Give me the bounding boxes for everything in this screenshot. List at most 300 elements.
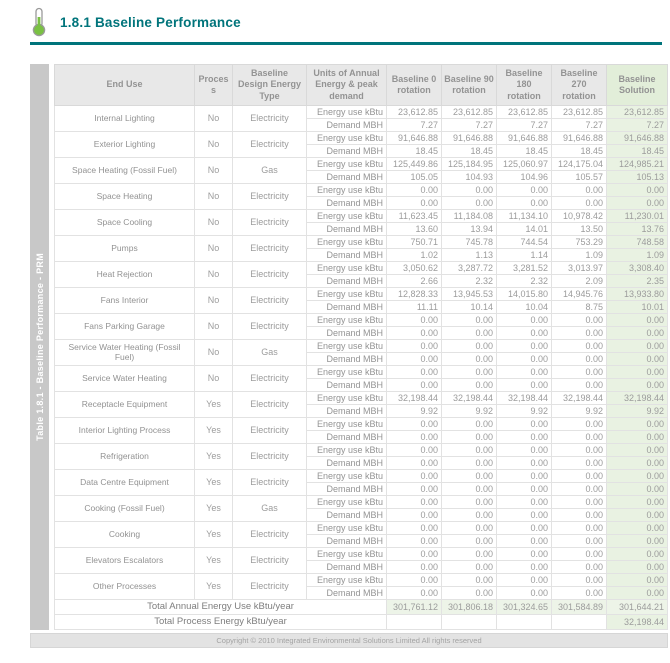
value-cell: 0.00 <box>387 495 442 508</box>
value-cell: 0.00 <box>497 456 552 469</box>
process-cell: Yes <box>195 547 233 573</box>
value-cell: 1.02 <box>387 248 442 261</box>
value-cell: 3,013.97 <box>552 261 607 274</box>
table-row <box>55 157 668 170</box>
value-cell: 11,134.10 <box>497 209 552 222</box>
value-cell: 125,449.86 <box>387 157 442 170</box>
copyright-bar <box>30 633 668 648</box>
value-cell: 0.00 <box>442 469 497 482</box>
value-cell: 0.00 <box>442 521 497 534</box>
value-cell: 0.00 <box>442 443 497 456</box>
unit-label: Demand MBH <box>307 508 387 521</box>
value-cell: 0.00 <box>497 378 552 391</box>
unit-label: Energy use kBtu <box>307 573 387 586</box>
solution-value-cell: 0.00 <box>607 326 668 339</box>
end-use-cell: Service Water Heating (Fossil Fuel) <box>55 339 195 365</box>
total-process-value <box>442 614 497 629</box>
value-cell: 0.00 <box>442 183 497 196</box>
end-use-cell: Heat Rejection <box>55 261 195 287</box>
value-cell: 7.27 <box>442 118 497 131</box>
unit-label: Energy use kBtu <box>307 105 387 118</box>
unit-label: Energy use kBtu <box>307 443 387 456</box>
value-cell: 14,945.76 <box>552 287 607 300</box>
solution-value-cell: 0.00 <box>607 534 668 547</box>
unit-label: Demand MBH <box>307 326 387 339</box>
value-cell: 13.60 <box>387 222 442 235</box>
process-cell: No <box>195 209 233 235</box>
value-cell: 18.45 <box>442 144 497 157</box>
unit-label: Demand MBH <box>307 378 387 391</box>
solution-value-cell: 10.01 <box>607 300 668 313</box>
baseline-performance-table <box>54 64 668 630</box>
value-cell: 0.00 <box>497 183 552 196</box>
value-cell: 18.45 <box>497 144 552 157</box>
column-header-baseline-90-rotation: Baseline 90 rotation <box>442 65 497 106</box>
value-cell: 0.00 <box>552 352 607 365</box>
end-use-cell: Cooking (Fossil Fuel) <box>55 495 195 521</box>
value-cell: 0.00 <box>497 196 552 209</box>
energy-type-cell: Gas <box>233 339 307 365</box>
value-cell: 0.00 <box>387 521 442 534</box>
unit-label: Energy use kBtu <box>307 339 387 352</box>
value-cell: 0.00 <box>552 573 607 586</box>
value-cell: 14,015.80 <box>497 287 552 300</box>
value-cell: 0.00 <box>497 469 552 482</box>
process-cell: No <box>195 131 233 157</box>
value-cell: 0.00 <box>497 586 552 599</box>
unit-label: Demand MBH <box>307 534 387 547</box>
value-cell: 3,281.52 <box>497 261 552 274</box>
value-cell: 32,198.44 <box>552 391 607 404</box>
solution-value-cell: 0.00 <box>607 352 668 365</box>
table-row <box>55 131 668 144</box>
unit-label: Demand MBH <box>307 456 387 469</box>
end-use-cell: Exterior Lighting <box>55 131 195 157</box>
unit-label: Energy use kBtu <box>307 235 387 248</box>
unit-label: Energy use kBtu <box>307 391 387 404</box>
energy-type-cell: Electricity <box>233 261 307 287</box>
value-cell: 0.00 <box>387 196 442 209</box>
value-cell: 8.75 <box>552 300 607 313</box>
unit-label: Demand MBH <box>307 404 387 417</box>
total-process-value <box>497 614 552 629</box>
value-cell: 0.00 <box>442 313 497 326</box>
value-cell: 0.00 <box>442 495 497 508</box>
solution-value-cell: 7.27 <box>607 118 668 131</box>
solution-value-cell: 0.00 <box>607 573 668 586</box>
total-annual-value: 301,584.89 <box>552 599 607 614</box>
solution-value-cell: 13.76 <box>607 222 668 235</box>
solution-value-cell: 32,198.44 <box>607 391 668 404</box>
process-cell: Yes <box>195 417 233 443</box>
solution-value-cell: 0.00 <box>607 365 668 378</box>
value-cell: 0.00 <box>552 196 607 209</box>
table-row <box>55 495 668 508</box>
value-cell: 0.00 <box>442 326 497 339</box>
total-row-process <box>55 614 668 629</box>
value-cell: 13.50 <box>552 222 607 235</box>
energy-type-cell: Electricity <box>233 469 307 495</box>
unit-label: Energy use kBtu <box>307 313 387 326</box>
value-cell: 124,175.04 <box>552 157 607 170</box>
solution-value-cell: 0.00 <box>607 417 668 430</box>
process-cell: Yes <box>195 521 233 547</box>
value-cell: 0.00 <box>387 469 442 482</box>
value-cell: 0.00 <box>442 573 497 586</box>
value-cell: 0.00 <box>497 339 552 352</box>
value-cell: 9.92 <box>497 404 552 417</box>
table-header-row <box>55 65 668 106</box>
solution-value-cell: 124,985.21 <box>607 157 668 170</box>
value-cell: 0.00 <box>387 313 442 326</box>
value-cell: 11.11 <box>387 300 442 313</box>
value-cell: 0.00 <box>552 547 607 560</box>
end-use-cell: Pumps <box>55 235 195 261</box>
value-cell: 91,646.88 <box>552 131 607 144</box>
end-use-cell: Fans Interior <box>55 287 195 313</box>
column-header-baseline-0-rotation: Baseline 0 rotation <box>387 65 442 106</box>
value-cell: 105.05 <box>387 170 442 183</box>
solution-value-cell: 748.58 <box>607 235 668 248</box>
value-cell: 0.00 <box>387 430 442 443</box>
value-cell: 10.14 <box>442 300 497 313</box>
solution-value-cell: 0.00 <box>607 339 668 352</box>
energy-type-cell: Electricity <box>233 391 307 417</box>
end-use-cell: Data Centre Equipment <box>55 469 195 495</box>
solution-value-cell: 0.00 <box>607 378 668 391</box>
end-use-cell: Space Heating <box>55 183 195 209</box>
value-cell: 23,612.85 <box>442 105 497 118</box>
value-cell: 0.00 <box>497 521 552 534</box>
process-cell: No <box>195 157 233 183</box>
value-cell: 9.92 <box>442 404 497 417</box>
value-cell: 0.00 <box>387 586 442 599</box>
value-cell: 0.00 <box>552 534 607 547</box>
column-header-end-use: End Use <box>55 65 195 106</box>
value-cell: 0.00 <box>442 339 497 352</box>
table-row <box>55 417 668 430</box>
process-cell: No <box>195 339 233 365</box>
value-cell: 0.00 <box>552 430 607 443</box>
column-header-baseline-180-rotation: Baseline 180 rotation <box>497 65 552 106</box>
value-cell: 0.00 <box>442 196 497 209</box>
page-title: 1.8.1 Baseline Performance <box>60 14 241 30</box>
value-cell: 0.00 <box>552 443 607 456</box>
sidebar-tab-baseline-performance[interactable] <box>30 64 49 630</box>
value-cell: 0.00 <box>387 365 442 378</box>
value-cell: 0.00 <box>442 534 497 547</box>
value-cell: 744.54 <box>497 235 552 248</box>
table-row <box>55 183 668 196</box>
value-cell: 0.00 <box>497 430 552 443</box>
value-cell: 0.00 <box>442 547 497 560</box>
value-cell: 0.00 <box>387 417 442 430</box>
energy-type-cell: Electricity <box>233 131 307 157</box>
value-cell: 12,828.33 <box>387 287 442 300</box>
value-cell: 91,646.88 <box>497 131 552 144</box>
process-cell: No <box>195 261 233 287</box>
value-cell: 32,198.44 <box>497 391 552 404</box>
report-content <box>30 64 668 630</box>
column-header-baseline-design-energy-type: Baseline Design Energy Type <box>233 65 307 106</box>
value-cell: 0.00 <box>387 573 442 586</box>
value-cell: 13,945.53 <box>442 287 497 300</box>
value-cell: 0.00 <box>387 443 442 456</box>
value-cell: 0.00 <box>552 586 607 599</box>
table-row <box>55 235 668 248</box>
solution-value-cell: 105.13 <box>607 170 668 183</box>
table-row <box>55 469 668 482</box>
value-cell: 2.66 <box>387 274 442 287</box>
solution-value-cell: 0.00 <box>607 560 668 573</box>
value-cell: 0.00 <box>497 352 552 365</box>
column-header-process: Process <box>195 65 233 106</box>
page-header <box>0 0 670 37</box>
process-cell: Yes <box>195 469 233 495</box>
value-cell: 7.27 <box>387 118 442 131</box>
end-use-cell: Internal Lighting <box>55 105 195 131</box>
table-row <box>55 443 668 456</box>
value-cell: 23,612.85 <box>552 105 607 118</box>
unit-label: Energy use kBtu <box>307 209 387 222</box>
unit-label: Energy use kBtu <box>307 469 387 482</box>
table-row <box>55 313 668 326</box>
value-cell: 2.09 <box>552 274 607 287</box>
column-header-baseline-solution: Baseline Solution <box>607 65 668 106</box>
unit-label: Demand MBH <box>307 352 387 365</box>
value-cell: 3,287.72 <box>442 261 497 274</box>
unit-label: Demand MBH <box>307 144 387 157</box>
value-cell: 105.57 <box>552 170 607 183</box>
unit-label: Energy use kBtu <box>307 261 387 274</box>
value-cell: 0.00 <box>497 365 552 378</box>
solution-value-cell: 3,308.40 <box>607 261 668 274</box>
solution-value-cell: 18.45 <box>607 144 668 157</box>
total-annual-value: 301,644.21 <box>607 599 668 614</box>
value-cell: 10.04 <box>497 300 552 313</box>
thermometer-icon <box>30 7 48 37</box>
value-cell: 0.00 <box>497 508 552 521</box>
value-cell: 11,184.08 <box>442 209 497 222</box>
value-cell: 0.00 <box>552 378 607 391</box>
value-cell: 18.45 <box>387 144 442 157</box>
solution-value-cell: 0.00 <box>607 430 668 443</box>
end-use-cell: Other Processes <box>55 573 195 599</box>
table-row <box>55 105 668 118</box>
solution-value-cell: 0.00 <box>607 547 668 560</box>
value-cell: 0.00 <box>497 417 552 430</box>
process-cell: No <box>195 287 233 313</box>
value-cell: 0.00 <box>387 482 442 495</box>
total-annual-label: Total Annual Energy Use kBtu/year <box>55 599 387 614</box>
value-cell: 32,198.44 <box>387 391 442 404</box>
unit-label: Energy use kBtu <box>307 547 387 560</box>
value-cell: 0.00 <box>442 352 497 365</box>
energy-type-cell: Gas <box>233 157 307 183</box>
value-cell: 0.00 <box>442 586 497 599</box>
energy-type-cell: Electricity <box>233 105 307 131</box>
value-cell: 2.32 <box>497 274 552 287</box>
value-cell: 0.00 <box>497 534 552 547</box>
value-cell: 0.00 <box>552 469 607 482</box>
unit-label: Energy use kBtu <box>307 495 387 508</box>
value-cell: 0.00 <box>442 560 497 573</box>
total-process-value: 32,198.44 <box>607 614 668 629</box>
process-cell: No <box>195 183 233 209</box>
energy-type-cell: Electricity <box>233 547 307 573</box>
value-cell: 32,198.44 <box>442 391 497 404</box>
table-row <box>55 209 668 222</box>
value-cell: 0.00 <box>442 417 497 430</box>
value-cell: 0.00 <box>552 456 607 469</box>
value-cell: 0.00 <box>552 417 607 430</box>
total-annual-value: 301,806.18 <box>442 599 497 614</box>
energy-type-cell: Electricity <box>233 417 307 443</box>
total-annual-value: 301,324.65 <box>497 599 552 614</box>
value-cell: 1.13 <box>442 248 497 261</box>
value-cell: 0.00 <box>552 313 607 326</box>
value-cell: 13.94 <box>442 222 497 235</box>
value-cell: 0.00 <box>552 482 607 495</box>
unit-label: Energy use kBtu <box>307 131 387 144</box>
solution-value-cell: 0.00 <box>607 521 668 534</box>
value-cell: 1.09 <box>552 248 607 261</box>
energy-type-cell: Electricity <box>233 521 307 547</box>
value-cell: 10,978.42 <box>552 209 607 222</box>
value-cell: 0.00 <box>552 365 607 378</box>
solution-value-cell: 9.92 <box>607 404 668 417</box>
solution-value-cell: 11,230.01 <box>607 209 668 222</box>
value-cell: 2.32 <box>442 274 497 287</box>
value-cell: 0.00 <box>387 508 442 521</box>
solution-value-cell: 0.00 <box>607 482 668 495</box>
value-cell: 18.45 <box>552 144 607 157</box>
end-use-cell: Space Cooling <box>55 209 195 235</box>
value-cell: 0.00 <box>552 560 607 573</box>
energy-type-cell: Electricity <box>233 573 307 599</box>
value-cell: 14.01 <box>497 222 552 235</box>
value-cell: 91,646.88 <box>387 131 442 144</box>
total-process-value <box>552 614 607 629</box>
solution-value-cell: 0.00 <box>607 313 668 326</box>
unit-label: Demand MBH <box>307 560 387 573</box>
solution-value-cell: 0.00 <box>607 469 668 482</box>
energy-type-cell: Electricity <box>233 183 307 209</box>
value-cell: 0.00 <box>497 547 552 560</box>
end-use-cell: Space Heating (Fossil Fuel) <box>55 157 195 183</box>
value-cell: 0.00 <box>387 352 442 365</box>
value-cell: 0.00 <box>497 326 552 339</box>
value-cell: 104.93 <box>442 170 497 183</box>
total-annual-value: 301,761.12 <box>387 599 442 614</box>
unit-label: Energy use kBtu <box>307 417 387 430</box>
value-cell: 0.00 <box>442 365 497 378</box>
energy-type-cell: Electricity <box>233 313 307 339</box>
copyright-text: Copyright © 2010 Integrated Environmental Solutions Limited All rights reserved <box>216 635 482 645</box>
unit-label: Energy use kBtu <box>307 287 387 300</box>
value-cell: 104.96 <box>497 170 552 183</box>
value-cell: 0.00 <box>442 508 497 521</box>
value-cell: 0.00 <box>497 313 552 326</box>
end-use-cell: Receptacle Equipment <box>55 391 195 417</box>
process-cell: No <box>195 235 233 261</box>
table-row <box>55 261 668 274</box>
solution-value-cell: 0.00 <box>607 443 668 456</box>
value-cell: 0.00 <box>497 443 552 456</box>
solution-value-cell: 23,612.85 <box>607 105 668 118</box>
value-cell: 0.00 <box>387 456 442 469</box>
table-row <box>55 573 668 586</box>
column-header-units-of-annual-energy-peak-demand: Units of Annual Energy & peak demand <box>307 65 387 106</box>
unit-label: Demand MBH <box>307 300 387 313</box>
solution-value-cell: 2.35 <box>607 274 668 287</box>
value-cell: 0.00 <box>387 339 442 352</box>
header-divider <box>30 42 662 45</box>
solution-value-cell: 0.00 <box>607 586 668 599</box>
value-cell: 0.00 <box>387 183 442 196</box>
energy-type-cell: Electricity <box>233 443 307 469</box>
value-cell: 11,623.45 <box>387 209 442 222</box>
unit-label: Demand MBH <box>307 482 387 495</box>
solution-value-cell: 1.09 <box>607 248 668 261</box>
value-cell: 0.00 <box>387 378 442 391</box>
unit-label: Demand MBH <box>307 248 387 261</box>
end-use-cell: Interior Lighting Process <box>55 417 195 443</box>
solution-value-cell: 0.00 <box>607 196 668 209</box>
value-cell: 9.92 <box>552 404 607 417</box>
value-cell: 125,184.95 <box>442 157 497 170</box>
energy-type-cell: Electricity <box>233 235 307 261</box>
value-cell: 0.00 <box>442 430 497 443</box>
value-cell: 0.00 <box>552 495 607 508</box>
energy-type-cell: Gas <box>233 495 307 521</box>
process-cell: No <box>195 105 233 131</box>
process-cell: No <box>195 313 233 339</box>
value-cell: 0.00 <box>387 560 442 573</box>
value-cell: 7.27 <box>552 118 607 131</box>
end-use-cell: Service Water Heating <box>55 365 195 391</box>
value-cell: 23,612.85 <box>387 105 442 118</box>
table-row <box>55 339 668 352</box>
solution-value-cell: 13,933.80 <box>607 287 668 300</box>
value-cell: 0.00 <box>552 183 607 196</box>
unit-label: Demand MBH <box>307 430 387 443</box>
unit-label: Demand MBH <box>307 118 387 131</box>
sidebar-tab-label: Table 1.8.1 - Baseline Performance - PRM <box>34 252 45 441</box>
value-cell: 0.00 <box>387 534 442 547</box>
value-cell: 91,646.88 <box>442 131 497 144</box>
process-cell: Yes <box>195 495 233 521</box>
table-row <box>55 547 668 560</box>
total-process-label: Total Process Energy kBtu/year <box>55 614 387 629</box>
table-row <box>55 521 668 534</box>
process-cell: Yes <box>195 573 233 599</box>
table-row <box>55 391 668 404</box>
unit-label: Energy use kBtu <box>307 365 387 378</box>
value-cell: 0.00 <box>442 378 497 391</box>
end-use-cell: Cooking <box>55 521 195 547</box>
value-cell: 750.71 <box>387 235 442 248</box>
value-cell: 23,612.85 <box>497 105 552 118</box>
solution-value-cell: 0.00 <box>607 456 668 469</box>
solution-value-cell: 91,646.88 <box>607 131 668 144</box>
value-cell: 0.00 <box>497 560 552 573</box>
energy-type-cell: Electricity <box>233 365 307 391</box>
solution-value-cell: 0.00 <box>607 495 668 508</box>
energy-type-cell: Electricity <box>233 287 307 313</box>
end-use-cell: Elevators Escalators <box>55 547 195 573</box>
value-cell: 0.00 <box>552 326 607 339</box>
